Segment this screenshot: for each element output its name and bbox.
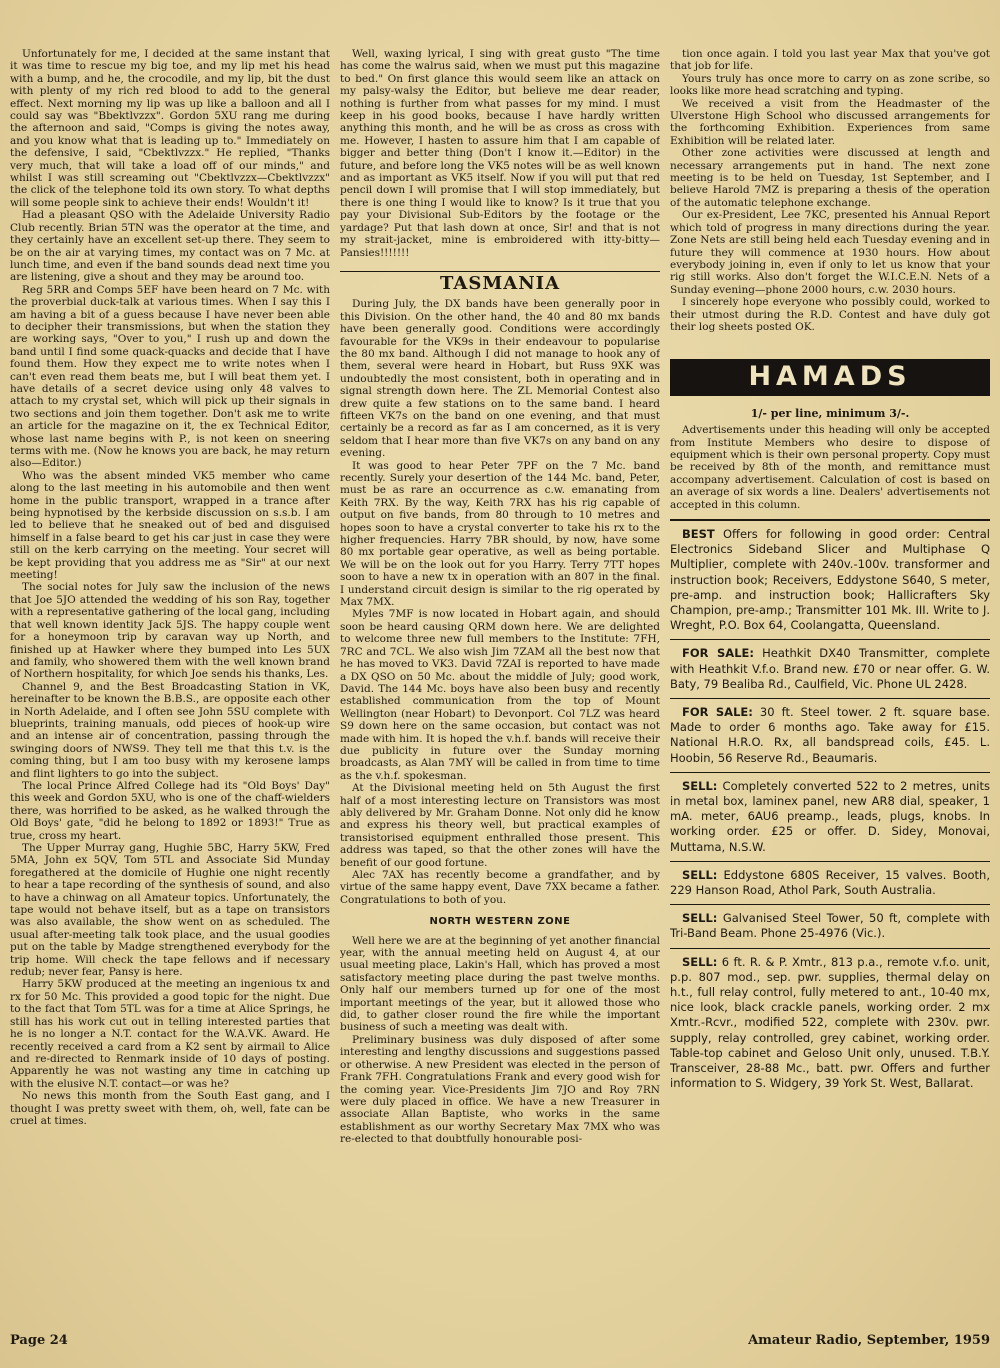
hamad-heading: SELL: — [682, 778, 718, 793]
paragraph: Well, waxing lyrical, I sing with great gusto "The time has come the walrus said, when we must put this magazine to bed." On first glance this would seem like an attack on my palsy-walsy the Editor, but believe me dear reader, nothing is further from what passes for my mind. I must keep in his good books, because I have hardly written anything this month, and he will be as cross as cross with me. However, I hasten to assure him that I am capable of bigger and better thing (Don't I know it.—Editor) in the future, and before long the VK5 notes will be as well known and as important as VK5 itself. Now if you will put that red pencil down I will promise that I will stop immediately, but there is one thing I would like to know? Is it true that you pay your Divisional Sub-Editors by the footage or the yardage? Put that lash down at once, Sir! and that is not my strait-jacket, mine is embroidered with itty-bitty—Pansies!!!!!!! — [340, 48, 660, 259]
paragraph: Reg 5RR and Comps 5EF have been heard on 7 Mc. with the proverbial duck-talk at various times. When I say this I am having a bit of a guess because I have never been able to decipher their transmissions, but when the station they are working says, "Over to you," I rush up and down the band until I find some quack-quacks and decide that I have found them. How they expect me to write notes when I can't even read them beats me, but I will beat them yet. I have details of a secret device using only 48 valves to attach to my crystal set, which will pick up their signals in two sections and join them together. Don't ask me to write an article for the magazine on it, the ex Technical Editor, whose last name begins with P., is not keen on sneering terms with me. (Now he knows you are back, he may return also—Editor.) — [10, 283, 330, 470]
paragraph: Yours truly has once more to carry on as zone scribe, so looks like more head scratching and typing. — [670, 72, 990, 98]
hamads-list — [670, 519, 990, 1098]
hamad-heading: SELL: — [682, 867, 718, 882]
north-western-zone-notes — [340, 935, 660, 1146]
hamads-rate: 1/- per line, minimum 3/-. — [750, 406, 910, 420]
hamad-heading: SELL: — [682, 954, 718, 969]
hamad-heading: SELL: — [682, 911, 718, 926]
hamad-text: Completely converted 522 to 2 metres, units in metal box, laminex panel, new AR8 dial, speaker, 1 mA. meter, 6AU6 preamp., leads, plugs, knobs. In working order. £25 or offer. D. Sidey, Monovai, Muttama, N.S.W. — [670, 778, 990, 854]
paragraph: We received a visit from the Headmaster of the Ulverstone High School who discussed arrangements for the forthcoming Exhibition. Experiences from same Exhibition will be related later. — [670, 97, 990, 147]
paragraph: Myles 7MF is now located in Hobart again, and should soon be heard causing QRM down here. We are delighted to welcome three new full members to the Institute: 7FH, 7RC and 7CL. We also wish Jim 7ZAM all the best now that he has moved to VK3. David 7ZAI is reported to have made a DX QSO on 50 Mc. about the middle of July; good work, David. The 144 Mc. boys have also been busy and recently established communication from the top of Mount Wellington (near Hobart) to Devonport. Col 7LZ was heard S9 down here on the same occasion, but contact was not made with him. It is hoped the v.h.f. bands will receive their due publicity in future over the Sunday morning broadcasts, as Alan 7MY will be called in from time to time as the v.h.f. spokesman. — [340, 608, 660, 782]
hamad-item — [670, 904, 990, 947]
hamads-banner: HAMADS — [670, 359, 990, 395]
hamad-item — [670, 772, 990, 861]
hamad-item — [670, 639, 990, 698]
page-number: Page 24 — [10, 1333, 68, 1348]
paragraph: I sincerely hope everyone who possibly could, worked to their utmost during the R.D. Contest and have duly got their log sheets posted OK. — [670, 296, 990, 333]
column-vk5-notes — [10, 48, 330, 1328]
paragraph: Had a pleasant QSO with the Adelaide University Radio Club recently. Brian 5TN was the operator at the time, and they certainly have an excellent set-up there. They seem to be on the air at varying times, my contact was on 7 Mc. at lunch time, and even if the band sounds dead next time you are listening, give a shout and they may be around too. — [10, 209, 330, 284]
paragraph: The local Prince Alfred College had its "Old Boys' Day" this week and Gordon 5XU, who is one of the chaff-wielders there, was horrified to be asked, as he walked through the Old Boys' gate, "did he belong to 1892 or 1893!" True as true, cross my heart. — [10, 779, 330, 842]
hamad-item — [670, 861, 990, 904]
tasmania-heading: TASMANIA — [340, 271, 660, 290]
paragraph: The social notes for July saw the inclusion of the news that Joe 5JO attended the wedding of his son Ray, together with a representative gathering of the local gang, including that well known identity Jack 5JS. The happy couple went for a honeymoon trip by caravan way up North, and finished up at Hawker where they bumped into Les 5UX and family, who showered them with the well known brand of Northern hospitality, for which Joe sends his thanks, Les. — [10, 581, 330, 681]
paragraph: Unfortunately for me, I decided at the same instant that it was time to rescue my big toe, and my lip met his head with a bump, and he, the crocodile, and my lip, bit the dust with plenty of my rich red blood to add to the general effect. Next morning my lip was up like a balloon and all I could say was "Bbektlvzzx". Gordon 5XU rang me during the afternoon and said, "Comps is giving the notes away, and you know what that is leading up to." Immediately on the defensive, I said, "Cbektlvzzx." He replied, "Thanks very much, that will take a load off of our minds," and whilst I was still screaming out "Cbektlvzzx—Cbektlvzzx" the click of the telephone told its own story. To what depths will some people sink to achieve their ends! Wouldn't it! — [10, 48, 330, 209]
hamad-heading: FOR SALE: — [682, 705, 753, 720]
north-western-zone-notes-continued — [670, 48, 990, 333]
paragraph: At the Divisional meeting held on 5th August the first half of a most interesting lecture on Transistors was most ably delivered by Mr. Graham Donne. Not only did he know and express his theory well, but practical examples of transistorised equipment enthralled those present. This address was taped, so that the other zones will have the benefit of our good fortune. — [340, 782, 660, 869]
hamad-heading: FOR SALE: — [682, 646, 754, 661]
hamad-item — [670, 519, 990, 639]
paragraph: tion once again. I told you last year Max that you've got that job for life. — [670, 48, 990, 73]
hamad-text: Heathkit DX40 Transmitter, complete with Heathkit V.f.o. Brand new. £70 or near offer. G. W. Baty, 79 Bealiba Rd., Caulfield, Vic. Phone UL 2428. — [670, 646, 990, 691]
paragraph: The Upper Murray gang, Hughie 5BC, Harry 5KW, Fred 5MA, John ex 5QV, Tom 5TL and Associate Sid Munday foregathered at the domicile of Hughie one night recently to hear a tape recording of the synthesis of sound, and also to have a chinwag on all Amateur topics. Unfortunately, the tape would not behave itself, but as a tape on transistors was also available, the show went on as scheduled. The usual after-meeting talk took place, and the usual goodies put on the table by Madge strengthened everybody for the trip home. Will check the tape fellows and if necessary redub; never fear, Pansy is here. — [10, 842, 330, 979]
paragraph: Channel 9, and the Best Broadcasting Station in VK, hereinafter to be known the B.B.S., are opposite each other in North Adelaide, and I often see John 5SU complete with blueprints, training manuals, odd pieces of hook-up wire and an intense air of concentration, passing through the swinging doors of NWS9. They tell me that this t.v. is the coming thing, but I am too busy with my kerosene lamps and flint lighters to go into the subject. — [10, 680, 330, 780]
paragraph: Alec 7AX has recently become a grandfather, and by virtue of the same happy event, Dave 7XX became a father. Congratulations to both of you. — [340, 869, 660, 906]
vk5-notes-continued — [340, 48, 660, 259]
hamad-text: Offers for following in good order: Central Electronics Sideband Slicer and Multiphase Q Multiplier, complete with 240v.-100v. transformer and instruction book; Receivers, Eddystone S640, S meter, pre-amp. and instruction book; Hallicrafters Sky Champion, pre-amp.; Transmitter 101 Mk. III. Write to J. Wreght, P.O. Box 64, Coolangatta, Queensland. — [670, 527, 990, 633]
north-western-zone-heading: NORTH WESTERN ZONE — [429, 916, 571, 928]
hamad-text: 6 ft. R. & P. Xmtr., 813 p.a., remote v.f.o. unit, p.p. 807 mod., sep. pwr. supplies, thermal delay on h.t., full relay control, fully metered to ant., 10-40 mx, nice look, black crackle panels, working order. 2 mx Xmtr.-Rcvr., modified 522, complete with 230v. pwr. supply, relay controlled, grey cabinet, working order. Table-top cabinet and Geloso Unit only, unused. T.B.Y. Transceiver, 28-88 Mc., batt. pwr. Offers and further information to S. Widgery, 39 York St. West, Ballarat. — [670, 954, 990, 1091]
hamad-text: Eddystone 680S Receiver, 15 valves. Booth, 229 Hanson Road, Athol Park, South Australia. — [670, 867, 990, 898]
column-tasmania — [340, 48, 660, 1328]
hamad-item — [670, 948, 990, 1098]
paragraph: No news this month from the South East gang, and I thought I was pretty sweet with them, oh, well, fate can be cruel at times. — [10, 1090, 330, 1127]
hamads-intro: Advertisements under this heading will only be accepted from Institute Members who desire to dispose of equipment which is their own personal property. Copy must be received by 8th of the month, and remittance must accompany advertisement. Calculation of cost is based on an average of six words a line. Dealers' advertisements not accepted in this column. — [670, 424, 990, 511]
hamad-item — [670, 698, 990, 772]
text-columns — [10, 48, 990, 1328]
column-hamads — [670, 48, 990, 1328]
page-footer — [10, 1333, 990, 1348]
hamad-text: Galvanised Steel Tower, 50 ft, complete with Tri-Band Beam. Phone 25-4976 (Vic.). — [670, 911, 990, 941]
paragraph: Well here we are at the beginning of yet another financial year, with the annual meeting held on August 4, at our usual meeting place, Lakin's Hall, which has proved a most satisfactory meeting place during the past twelve months. Only half our members turned up for one of the most important meetings of the year, but it allowed those who did, to gather closer round the fire while the important business of such a meeting was dealt with. — [340, 934, 660, 1034]
paragraph: Who was the absent minded VK5 member who came along to the last meeting in his automobile and then went home in the public transport, wrapped in a trance after being hypnotised by the kerbside discussion on s.s.b. I am led to believe that he sneaked out of bed and disguised himself in a false beard to get his car just in case they were still on the kerb carrying on the meeting. Your secret will be kept providing that you address me as "Sir" at our next meeting! — [10, 469, 330, 582]
paragraph: During July, the DX bands have been generally poor in this Division. On the other hand, the 40 and 80 mx bands have been generally good. Conditions were accordingly favourable for the VK9s in their endeavour to popularise the 80 mx band. Although I did not manage to hook any of them, several were heard in Hobart, but Russ 9XK was undoubtedly the most consistent, both in operating and in signal strength down here. The ZL Memorial Contest also drew quite a few stations on to the same band. I heard fifteen VK7s on the band on one evening, and that must certainly be a record as far as I am concerned, as it is very seldom that I hear more than five VK7s on any band on any evening. — [340, 298, 660, 460]
hamad-text: 30 ft. Steel tower. 2 ft. square base. Made to order 6 months ago. Take away for £15. National H.R.O. Rx, all bandspread coils, £45. L. Hoobin, 56 Reserve Rd., Beaumaris. — [670, 705, 990, 765]
paragraph: Other zone activities were discussed at length and necessary arrangements put in hand. The next zone meeting is to be held on Tuesday, 1st September, and I believe Harold 7MZ is preparing a thesis of the operation of the automatic telephone exchange. — [670, 147, 990, 209]
paragraph: It was good to hear Peter 7PF on the 7 Mc. band recently. Surely your desertion of the 144 Mc. band, Peter, must be as rare an occurrence as c.w. emanating from Keith 7RX. By the way, Keith 7RX has his rig capable of output on five bands, from 80 through to 10 metres and hopes soon to have a crystal converter to take his rx to the higher frequencies. Harry 7BR should, by now, have some 80 mx portable gear operative, as well as being portable. We will be on the look out for you Harry. Terry 7TT hopes soon to have a new tx in operation with an 807 in the final. I understand circuit design is similar to the rig operated by Max 7MX. — [340, 459, 660, 609]
paragraph: Preliminary business was duly disposed of after some interesting and lengthy discussions and suggestions passed or otherwise. A new President was elected in the person of Frank 7FH. Congratulations Frank and every good wish for the coming year. Vice-Presidents Jim 7JO and Roy 7RN were duly placed in office. We have a new Treasurer in associate Allan Baptiste, who works in the same establishment as our worthy Secretary Max 7MX who was re-elected to that doubtfully honourable posi- — [340, 1033, 660, 1146]
tasmania-notes — [340, 298, 660, 906]
issue-info: Amateur Radio, September, 1959 — [748, 1333, 990, 1348]
paragraph: Harry 5KW produced at the meeting an ingenious tx and rx for 50 Mc. This provided a good topic for the night. Due to the fact that Tom 5TL was for a time at Alice Springs, he still has his work cut out in telling interested parties that he is no longer a N.T. contact for the W.A.VK. Award. He recently received a card from a K2 sent by airmail to Alice and re-directed to Renmark inside of 10 days of posting. Apparently he was not wasting any time in catching up with the elusive N.T. contact—or was he? — [10, 978, 330, 1090]
paragraph: Our ex-President, Lee 7KC, presented his Annual Report which told of progress in many directions during the year. Zone Nets are still being held each Tuesday evening and in future they will commence at 1930 hours. How about everybody joining in, even if only to let us know that your rig still works. Also don't forget the W.I.C.E.N. Nets of a Sunday evening—phone 2000 hours, c.w. 2030 hours. — [670, 209, 990, 296]
hamad-heading: BEST — [682, 527, 715, 541]
